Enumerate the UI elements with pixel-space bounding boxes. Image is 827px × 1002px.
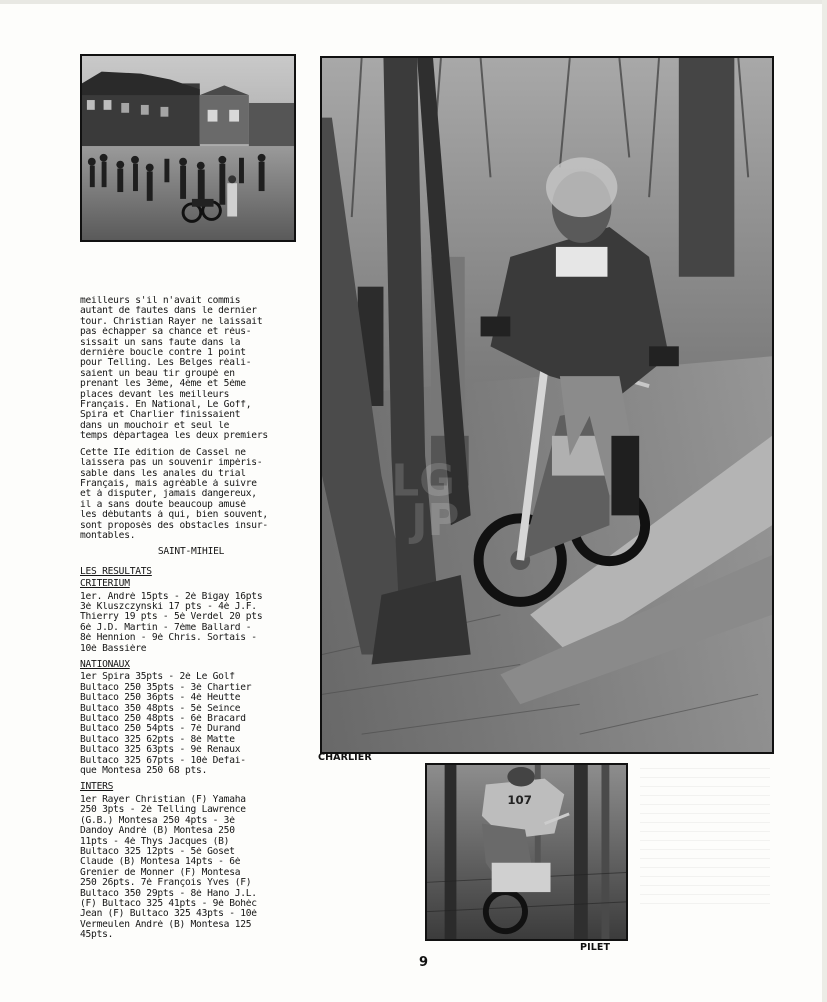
article-text-line: prenant les 3ème, 4ème et 5ème bbox=[80, 379, 246, 390]
article-text-line: pour Telling. Les Belges réali- bbox=[80, 358, 252, 369]
result-line: Bultaco 250 54pts - 7è Durand bbox=[80, 724, 241, 735]
photo-trial-rider-pilet bbox=[425, 763, 628, 941]
article-text-line: Spira et Charlier finissaient bbox=[80, 410, 241, 421]
page-edge-right bbox=[822, 0, 827, 1002]
result-line: 250 3pts - 2è Telling Lawrence bbox=[80, 805, 246, 816]
article-text-line: Cette IIe édition de Cassel ne bbox=[80, 447, 246, 458]
result-line: Jean (F) Bultaco 325 43pts - 10è bbox=[80, 909, 257, 920]
results-heading: LES RESULTATS bbox=[80, 565, 152, 577]
page-edge-top bbox=[0, 0, 827, 4]
result-line: 1er Spira 35pts - 2è Le Golf bbox=[80, 672, 235, 683]
nationaux-results bbox=[80, 672, 302, 776]
inters-heading: INTERS bbox=[80, 781, 114, 793]
result-line: 6è J.D. Martin - 7ème Ballard - bbox=[80, 622, 252, 633]
article-text-line: montables. bbox=[80, 530, 136, 541]
criterium-heading: CRITERIUM bbox=[80, 578, 130, 590]
page-number: 9 bbox=[419, 955, 429, 970]
trial-rider-image bbox=[322, 58, 772, 752]
svg-text:JP: JP bbox=[411, 495, 460, 547]
article-text-line: tour. Christian Rayer ne laissait bbox=[80, 316, 263, 327]
article-text-line: dernière boucle contre 1 point bbox=[80, 348, 246, 359]
result-line: 8è Hennion - 9è Chris. Sortais - bbox=[80, 633, 257, 644]
result-line: Bultaco 325 67pts - 10è Defai- bbox=[80, 755, 246, 766]
caption-charlier: CHARLIER bbox=[318, 752, 372, 763]
result-line: Bultaco 325 12pts - 5è Goset bbox=[80, 846, 235, 857]
result-line: (G.B.) Montesa 250 4pts - 3è bbox=[80, 815, 235, 826]
photo-town-square bbox=[80, 54, 296, 242]
inters-results bbox=[80, 795, 302, 941]
article-text-line: places devant les meilleurs bbox=[80, 389, 230, 400]
article-text-line: et à disputer, jamais dangereux, bbox=[80, 489, 257, 500]
result-line: Bultaco 250 36pts - 4è Heutte bbox=[80, 693, 241, 704]
article-text-line: laissera pas un souvenir impéris- bbox=[80, 458, 263, 469]
article-text-line: il a sans doute beaucoup amusé bbox=[80, 499, 246, 510]
result-line: Grenier de Monner (F) Montesa bbox=[80, 867, 241, 878]
article-text-line: meilleurs s'il n'avait commis bbox=[80, 296, 241, 306]
result-line: (F) Bultaco 325 41pts - 9è Bohéc bbox=[80, 898, 257, 909]
result-line: Bultaco 250 48pts - 6è Bracard bbox=[80, 714, 246, 725]
result-line: 3è Kluszczynski 17 pts - 4è J.F. bbox=[80, 601, 257, 612]
result-line: Bultaco 325 63pts - 9è Renaux bbox=[80, 745, 241, 756]
result-line: Dandoy André (B) Montesa 250 bbox=[80, 826, 235, 837]
intro-paragraph bbox=[80, 296, 302, 442]
article-text-line: pas échapper sa chance et réus- bbox=[80, 327, 252, 338]
nationaux-heading: NATIONAUX bbox=[80, 659, 130, 670]
result-line: Bultaco 350 29pts - 8è Hano J.L. bbox=[80, 888, 257, 899]
caption-pilet: PILET bbox=[580, 942, 611, 953]
result-line: 11pts - 4è Thys Jacques (B) bbox=[80, 836, 230, 847]
photo-trial-rider-charlier bbox=[320, 56, 774, 754]
result-line: Claude (B) Montesa 14pts - 6è bbox=[80, 857, 241, 868]
result-line: que Montesa 250 68 pts. bbox=[80, 766, 208, 777]
result-line: Bultaco 350 48pts - 5è Seince bbox=[80, 703, 241, 714]
article-text-line: temps départagea les deux premiers bbox=[80, 431, 268, 442]
article-text-line: saient un beau tir groupé en bbox=[80, 368, 235, 379]
svg-text:LG: LG bbox=[391, 455, 455, 507]
article-column bbox=[80, 296, 302, 947]
criterium-results bbox=[80, 592, 302, 654]
svg-text:107: 107 bbox=[507, 793, 532, 808]
result-line: 1er Rayer Christian (F) Yamaha bbox=[80, 794, 246, 805]
result-line: 45pts. bbox=[80, 930, 114, 941]
result-line: Bultaco 250 35pts - 3è Chartier bbox=[80, 682, 252, 693]
result-line: Vermeulen André (B) Montesa 125 bbox=[80, 919, 252, 930]
second-paragraph bbox=[80, 448, 302, 542]
article-text-line: Français. En National, Le Goff, bbox=[80, 400, 252, 411]
town-square-image bbox=[82, 56, 294, 240]
result-line: 10è Bassière bbox=[80, 643, 147, 654]
result-line: Thierry 19 pts - 5è Verdel 20 pts bbox=[80, 612, 263, 623]
location-heading: SAINT-MIHIEL bbox=[157, 546, 225, 558]
result-line: 250 26pts. 7è François Yves (F) bbox=[80, 878, 252, 889]
article-text-line: sissait un sans faute dans la bbox=[80, 337, 241, 348]
show-through-text bbox=[640, 768, 770, 928]
article-text-line: les débutants à qui, bien souvent, bbox=[80, 510, 268, 521]
article-text-line: dans un mouchoir et seul le bbox=[80, 420, 230, 431]
article-text-line: sont proposés des obstacles insur- bbox=[80, 520, 268, 531]
article-text-line: Français, mais agréable à suivre bbox=[80, 478, 257, 489]
article-text-line: autant de fautes dans le dernier bbox=[80, 306, 257, 317]
result-line: 1er. André 15pts - 2è Bigay 16pts bbox=[80, 591, 263, 602]
result-line: Bultaco 325 62pts - 8è Matte bbox=[80, 734, 235, 745]
pilet-rider-image bbox=[427, 765, 626, 939]
article-text-line: sable dans les anales du trial bbox=[80, 468, 246, 479]
